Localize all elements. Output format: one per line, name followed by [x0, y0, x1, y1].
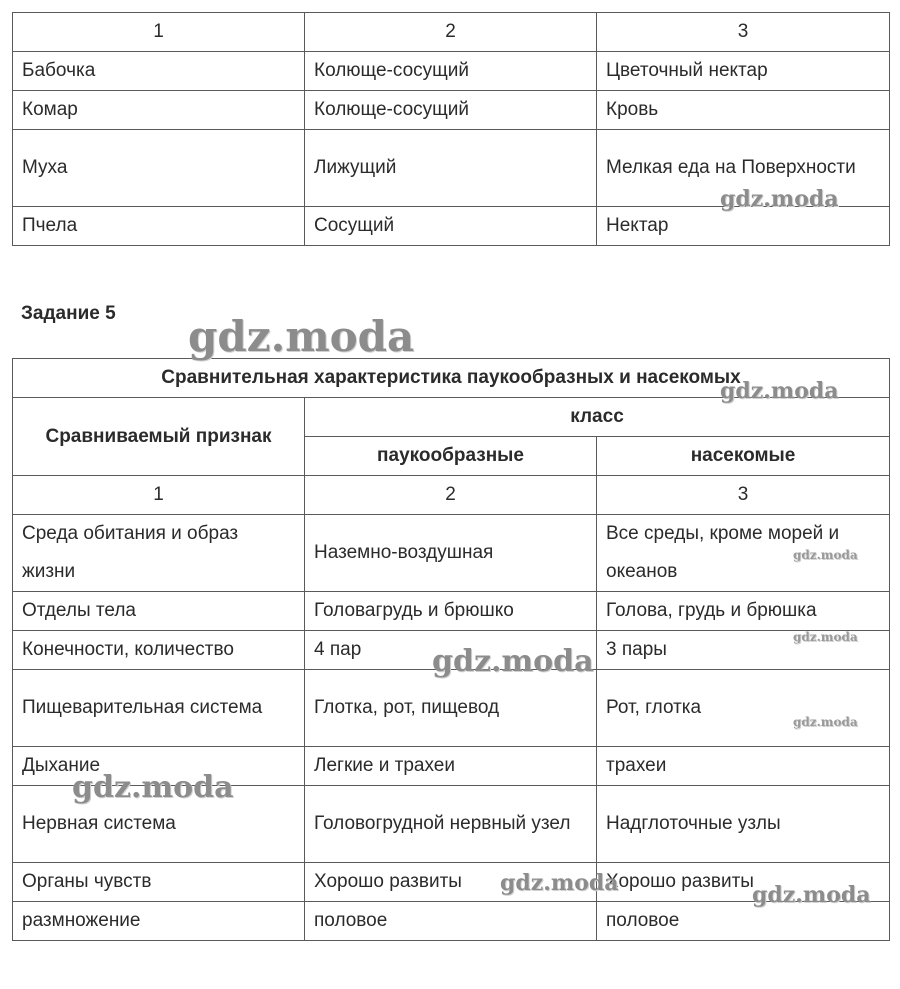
watermark: gdz.moda — [793, 548, 858, 562]
table-cell: Рот, глотка — [597, 670, 890, 747]
table-cell: Среда обитания и образ жизни — [13, 515, 305, 592]
table-cell: Муха — [13, 130, 305, 207]
comparison-table — [12, 358, 890, 941]
feature-header: Сравниваемый признак — [13, 398, 305, 476]
table-row — [13, 91, 890, 130]
column-number: 3 — [597, 476, 890, 515]
table-cell: Головогрудной нервный узел — [305, 786, 597, 863]
table-cell: Отделы тела — [13, 592, 305, 631]
table-cell: Комар — [13, 91, 305, 130]
table-row — [13, 130, 890, 207]
column-number: 3 — [597, 13, 890, 52]
table-cell: 3 пары — [597, 631, 890, 670]
table-row — [13, 631, 890, 670]
table-row — [13, 52, 890, 91]
table-row — [13, 786, 890, 863]
table-header-row — [13, 13, 890, 52]
table-cell: Органы чувств — [13, 863, 305, 902]
feeding-table — [12, 12, 890, 246]
table-cell: Мелкая еда на Поверхности — [597, 130, 890, 207]
table-cell: Голова, грудь и брюшка — [597, 592, 890, 631]
class-insects-header: насекомые — [597, 437, 890, 476]
table-row — [13, 515, 890, 592]
watermark: gdz.moda — [752, 882, 871, 908]
table-cell: Глотка, рот, пищевод — [305, 670, 597, 747]
table-cell: Нектар — [597, 207, 890, 246]
watermark: gdz.moda — [720, 186, 839, 212]
watermark: gdz.moda — [188, 312, 415, 361]
watermark: gdz.moda — [793, 630, 858, 644]
table-cell: Хорошо развиты — [305, 863, 597, 902]
table-cell: Лижущий — [305, 130, 597, 207]
table-cell: Пищеварительная система — [13, 670, 305, 747]
table-number-row — [13, 476, 890, 515]
table-row — [13, 207, 890, 246]
table-cell: Хорошо развиты — [597, 863, 890, 902]
task-title: Задание 5 — [21, 303, 116, 324]
table-row — [13, 670, 890, 747]
watermark: gdz.moda — [720, 378, 839, 404]
column-number: 2 — [305, 476, 597, 515]
table-cell: половое — [597, 902, 890, 941]
table-row — [13, 592, 890, 631]
watermark: gdz.moda — [793, 715, 858, 729]
table-cell: Колюще-сосущий — [305, 91, 597, 130]
table-cell: Конечности, количество — [13, 631, 305, 670]
table-cell: Головагрудь и брюшко — [305, 592, 597, 631]
column-number: 2 — [305, 13, 597, 52]
watermark: gdz.moda — [500, 870, 619, 896]
watermark: gdz.moda — [432, 644, 594, 679]
table-cell: Кровь — [597, 91, 890, 130]
column-number: 1 — [13, 13, 305, 52]
watermark: gdz.moda — [72, 770, 234, 805]
table-cell: Колюще-сосущий — [305, 52, 597, 91]
table-cell: Наземно-воздушная — [305, 515, 597, 592]
table-cell: Бабочка — [13, 52, 305, 91]
class-arachnids-header: паукообразные — [305, 437, 597, 476]
table-cell: Нервная система — [13, 786, 305, 863]
table-cell: Легкие и трахеи — [305, 747, 597, 786]
table-cell: трахеи — [597, 747, 890, 786]
table-cell: Дыхание — [13, 747, 305, 786]
table-row — [13, 747, 890, 786]
table-cell: Все среды, кроме морей и океанов — [597, 515, 890, 592]
table-cell: Сосущий — [305, 207, 597, 246]
table-cell: 4 пар — [305, 631, 597, 670]
table-cell: размножение — [13, 902, 305, 941]
column-number: 1 — [13, 476, 305, 515]
table-title-row — [13, 359, 890, 398]
table-cell: половое — [305, 902, 597, 941]
table-cell: Надглоточные узлы — [597, 786, 890, 863]
table-row — [13, 863, 890, 902]
table-title: Сравнительная характеристика паукообразных и насекомых — [13, 359, 890, 398]
table-cell: Цветочный нектар — [597, 52, 890, 91]
table-header-row — [13, 398, 890, 437]
class-header: класс — [305, 398, 890, 437]
table-cell: Пчела — [13, 207, 305, 246]
table-row — [13, 902, 890, 941]
